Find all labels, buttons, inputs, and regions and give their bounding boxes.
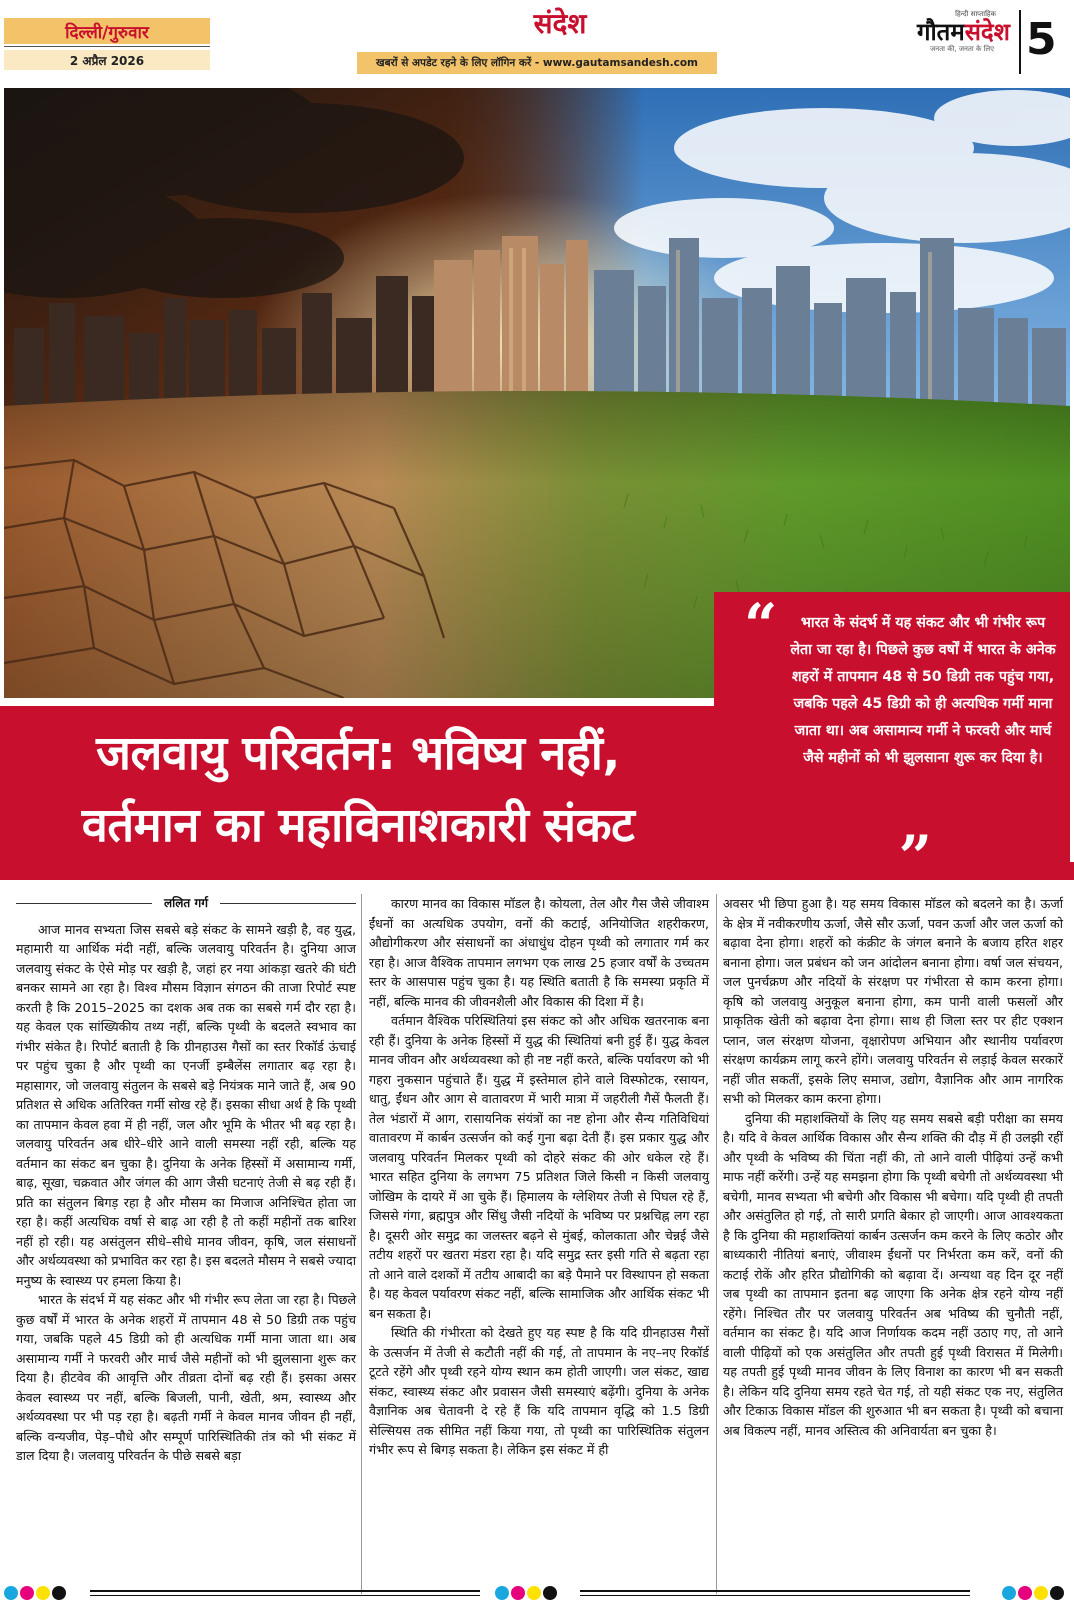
date-divider: [4, 46, 210, 47]
article-column-2: [369, 894, 709, 1460]
byline-rule-right: [220, 903, 356, 904]
magenta-dot: [20, 1586, 34, 1600]
article-column-1: [16, 894, 356, 1466]
paragraph: वर्तमान वैश्विक परिस्थितियां इस संकट को और अधिक खतरनाक बना रही हैं। दुनिया के अनेक हिस्सों में युद्ध की स्थितियां बनी हुई हैं। युद्ध केवल मानव जीवन और अर्थव्यवस्था को ही नष्ट नहीं करते, बल्कि पर्यावरण को भी गहरा नुकसान पहुंचाते हैं। युद्ध में इस्तेमाल होने वाले विस्फोटक, रसायन, धातु, ईंधन और आग से वातावरण में भारी मात्रा में जहरीली गैसें फैलती हैं। तेल भंडारों में आग, रासायनिक संयंत्रों का नष्ट होना और सैन्य गतिविधियां वातावरण में कार्बन उत्सर्जन को कई गुना बढ़ा देती हैं। इस प्रकार युद्ध और जलवायु परिवर्तन मिलकर पृथ्वी को दोहरे संकट की ओर धकेल रहे हैं। भारत सहित दुनिया के लगभग 75 प्रतिशत जिले किसी न किसी जलवायु जोखिम के दायरे में आ चुके हैं। हिमालय के ग्लेशियर तेजी से पिघल रहे हैं, जिससे गंगा, ब्रह्मपुत्र और सिंधु जैसी नदियों के भविष्य पर प्रश्नचिह्न लग रहा है। दूसरी ओर समुद्र का जलस्तर बढ़ने से मुंबई, कोलकाता और चेन्नई जैसे तटीय शहरों पर खतरा मंडरा रहा है। यदि समुद्र स्तर इसी गति से बढ़ता रहा तो आने वाले दशकों में तटीय आबादी का बड़े पैमाने पर विस्थापन हो सकता है। यह केवल पर्यावरण संकट नहीं, बल्कि सामाजिक और आर्थिक संकट भी बन सकता है।: [369, 1013, 709, 1321]
brand-logo[interactable]: [880, 10, 1010, 54]
cmyk-dots-centre: [495, 1586, 557, 1600]
cyan-dot: [1002, 1586, 1016, 1600]
cmyk-dots-left: [4, 1586, 66, 1600]
website-tagline-link[interactable]: खबरों से अपडेट रहने के लिए लॉगिन करें - www.gautamsandesh.com: [357, 52, 717, 74]
city-day: दिल्ली/गुरुवार: [4, 18, 210, 44]
paragraph: स्थिति की गंभीरता को देखते हुए यह स्पष्ट है कि यदि ग्रीनहाउस गैसों के उत्सर्जन में तेजी से कटौती नहीं की गई, तो तापमान के नए–नए रिकॉर्ड टूटते रहेंगे और पृथ्वी रहने योग्य स्थान कम होती जाएगी। जल संकट, खाद्य संकट, स्वास्थ्य संकट और प्रवासन जैसी समस्याएं बढ़ेंगी। दुनिया के अनेक वैज्ञानिक अब चेतावनी दे रहे हैं कि यदि तापमान वृद्धि को 1.5 डिग्री सेल्सियस तक सीमित नहीं किया गया, तो पृथ्वी का पारिस्थितिक संतुलन गंभीर रूप से बिगड़ सकता है। लेकिन इस संकट में ही: [369, 1325, 709, 1457]
yellow-dot: [527, 1586, 541, 1600]
brand-name-part2: संदेश: [964, 17, 1010, 46]
brand-subtitle: हिन्दी साप्ताहिक: [955, 10, 996, 18]
cyan-dot: [495, 1586, 509, 1600]
print-color-bar: [0, 1584, 1074, 1600]
date-box: [4, 18, 210, 74]
paragraph: कारण मानव का विकास मॉडल है। कोयला, तेल और गैस जैसे जीवाश्म ईंधनों का अत्यधिक उपयोग, वनों की कटाई, अनियोजित शहरीकरण, औद्योगीकरण और संसाधनों का अंधाधुंध दोहन पृथ्वी को लगातार गर्म कर रहा है। आज वैश्विक तापमान लगभग एक लाख 25 हजार वर्षों के उच्चतम स्तर के आसपास पहुंच चुका है। यह स्थिति बताती है कि समस्या प्रकृति में नहीं, बल्कि मानव की जीवनशैली और विकास की दिशा में है।: [369, 896, 709, 1009]
paragraph: अवसर भी छिपा हुआ है। यह समय विकास मॉडल को बदलने का है। ऊर्जा के क्षेत्र में नवीकरणीय ऊर्जा, जैसे सौर ऊर्जा, पवन ऊर्जा और जल ऊर्जा को बढ़ावा देना होगा। शहरों को कंक्रीट के जंगल बनाने के बजाय हरित शहर बनाना होगा। जल प्रबंधन को जन आंदोलन बनाना होगा। वर्षा जल संचयन, जल पुनर्चक्रण और नदियों के संरक्षण पर गंभीरता से काम करना होगा। कृषि को जलवायु अनुकूल बनाना होगा, कम पानी वाली फसलों और प्राकृतिक खेती को बढ़ावा देना होगा। साथ ही जिला स्तर पर हीट एक्शन प्लान, जल संरक्षण योजना, वृक्षारोपण अभियान और स्थानीय पर्यावरण संरक्षण कार्यक्रम लागू करने होंगे। जलवायु परिवर्तन से लड़ाई केवल सरकारें नहीं जीत सकतीं, इसके लिए समाज, उद्योग, वैज्ञानिक और आम नागरिक सभी को मिलकर काम करना होगा।: [723, 896, 1063, 1106]
yellow-dot: [36, 1586, 50, 1600]
article-column-3: [723, 894, 1063, 1440]
yellow-dot: [1034, 1586, 1048, 1600]
masthead: [0, 0, 1074, 84]
byline-rule-left: [16, 903, 152, 904]
byline-row: [16, 894, 356, 914]
paragraph: भारत के संदर्भ में यह संकट और भी गंभीर रूप लेता जा रहा है। पिछले कुछ वर्षों में भारत के अनेक शहरों में तापमान 48 से 50 डिग्री तक पहुंच गया, जबकि पहले 45 डिग्री को ही अत्यधिक गर्मी माना जाता था। अब असामान्य गर्मी ने फरवरी और मार्च जैसे महीनों को भी झुलसाना शुरू कर दिया है। हीटवेव की आवृत्ति और तीव्रता दोनों बढ़ रही हैं। इसका असर केवल स्वास्थ्य पर नहीं, बल्कि बिजली, पानी, खेती, श्रम, स्वास्थ्य और अर्थव्यवस्था पर भी पड़ रहा है। बढ़ती गर्मी ने केवल मानव जीवन ही नहीं, बल्कि वन्यजीव, पेड़–पौधे और सम्पूर्ण पारिस्थितिकी तंत्र को भी संकट में डाल दिया है। जलवायु परिवर्तन के पीछे सबसे बड़ा: [16, 1292, 356, 1463]
quote-close-icon: ”: [898, 823, 932, 891]
page-number-divider: [1019, 10, 1021, 74]
footer-rule: [90, 1590, 480, 1592]
footer-rule: [90, 1595, 480, 1596]
black-dot: [1050, 1586, 1064, 1600]
headline-line-2: वर्तमान का महाविनाशकारी संकट: [81, 798, 635, 853]
brand-name: [880, 19, 1010, 45]
paragraph: आज मानव सभ्यता जिस सबसे बड़े संकट के सामने खड़ी है, वह युद्ध, महामारी या आर्थिक मंदी नहीं, बल्कि जलवायु परिवर्तन है। दुनिया आज जलवायु संकट के ऐसे मोड़ पर खड़ी है, जहां हर नया आंकड़ा खतरे की घंटी बनकर सामने आ रहा है। विश्व मौसम विज्ञान संगठन की ताजा रिपोर्ट स्पष्ट करती है कि 2015–2025 का दशक अब तक का सबसे गर्म दौर रहा है। यह केवल एक सांख्यिकीय तथ्य नहीं, बल्कि पृथ्वी के बदलते स्वभाव का गंभीर संकेत है। रिपोर्ट बताती है कि ग्रीनहाउस गैसों का स्तर रिकॉर्ड ऊंचाई पर पहुंच चुका है और पृथ्वी का एनर्जी इम्बैलेंस लगातार बढ़ रहा है। महासागर, जो जलवायु संतुलन के सबसे बड़े नियंत्रक माने जाते हैं, अब 90 प्रतिशत से अधिक अतिरिक्त गर्मी सोख रहे हैं। इसका सीधा अर्थ है कि पृथ्वी का तापमान केवल हवा में ही नहीं, जल और भूमि के भीतर भी बढ़ रहा है। जलवायु परिवर्तन अब धीरे–धीरे आने वाली समस्या नहीं रही, बल्कि यह वर्तमान का संकट बन चुका है। दुनिया के अनेक हिस्सों में असामान्य गर्मी, बाढ़, सूखा, चक्रवात और जंगल की आग जैसी घटनाएं तेजी से बढ़ रही हैं। प्रति का संतुलन बिगड़ रहा है और मौसम का मिजाज अनिश्चित होता जा रहा है। कहीं अत्यधिक वर्षा से बाढ़ आ रही है तो कहीं महीनों तक बारिश नहीं हो रही। यह असंतुलन सीधे–सीधे मानव जीवन, कृषि, जल संसाधनों और अर्थव्यवस्था को प्रभावित कर रहा है। इस बदलते मौसम ने सबसे ज्यादा मनुष्य के स्वास्थ्य पर हमला किया है।: [16, 921, 356, 1288]
pull-quote-text: भारत के संदर्भ में यह संकट और भी गंभीर रूप लेता जा रहा है। पिछले कुछ वर्षों में भारत के अनेक शहरों में तापमान 48 से 50 डिग्री तक पहुंच गया, जबकि पहले 45 डिग्री को ही अत्यधिक गर्मी माना जाता था। अब असामान्य गर्मी ने फरवरी और मार्च जैसे महीनों को भी झुलसाना शुरू कर दिया है।: [790, 615, 1056, 766]
black-dot: [543, 1586, 557, 1600]
black-dot: [52, 1586, 66, 1600]
headline: [0, 718, 716, 862]
pull-quote: [714, 591, 1070, 891]
headline-line-1: जलवायु परिवर्तन: भविष्य नहीं,: [96, 726, 620, 781]
magenta-dot: [511, 1586, 525, 1600]
footer-rule: [580, 1595, 970, 1596]
column-divider: [361, 894, 362, 1594]
magenta-dot: [1018, 1586, 1032, 1600]
column-divider: [716, 894, 717, 1594]
paragraph: दुनिया की महाशक्तियों के लिए यह समय सबसे बड़ी परीक्षा का समय है। यदि वे केवल आर्थिक विकास और सैन्य शक्ति की दौड़ में ही उलझी रहीं और पृथ्वी के भविष्य की चिंता नहीं की, तो आने वाली पीढ़ियां उन्हें कभी माफ नहीं करेंगी। उन्हें यह समझना होगा कि पृथ्वी बचेगी तो अर्थव्यवस्था भी बचेगी, मानव सभ्यता भी बचेगी और विकास भी बचेगा। यदि पृथ्वी ही तपती और असंतुलित हो गई, तो सारी प्रगति बेकार हो जाएगी। आज आवश्यकता है कि दुनिया की महाशक्तियां कार्बन उत्सर्जन कम करने के लिए कठोर और बाध्यकारी नीतियां बनाएं, जीवाश्म ईंधनों पर निर्भरता कम करें, वनों की कटाई रोकें और हरित प्रौद्योगिकी को बढ़ावा दें। अन्यथा वह दिन दूर नहीं जब पृथ्वी का तापमान इतना बढ़ जाएगा कि अनेक क्षेत्र रहने योग्य नहीं रहेंगे। निश्चित तौर पर जलवायु परिवर्तन अब भविष्य की चुनौती नहीं, वर्तमान का संकट है। यदि आज निर्णायक कदम नहीं उठाए गए, तो आने वाली पीढ़ियों को एक असंतुलित और तपती हुई पृथ्वी विरासत में मिलेगी। यह तपती हुई पृथ्वी मानव जीवन के लिए विनाश का कारण भी बन सकती है। लेकिन यदि दुनिया समय रहते चेत गई, तो यही संकट एक नए, संतुलित और टिकाऊ विकास मॉडल की शुरुआत भी बन सकता है। पृथ्वी को बचाना अब विकल्प नहीं, मानव अस्तित्व की अनिवार्यता बन चुका है।: [723, 1110, 1063, 1438]
byline: ललित गर्ग: [164, 896, 208, 910]
section-title: संदेश: [533, 7, 587, 40]
page-number: 5: [1026, 14, 1057, 65]
brand-motto: जनता की, जनता के लिए: [930, 45, 994, 53]
cmyk-dots-right: [1002, 1586, 1064, 1600]
footer-rule: [580, 1590, 970, 1592]
brand-name-part1: गौतम: [916, 17, 965, 46]
cyan-dot: [4, 1586, 18, 1600]
issue-date: 2 अप्रैल 2026: [4, 50, 210, 70]
quote-open-icon: “: [744, 591, 778, 659]
